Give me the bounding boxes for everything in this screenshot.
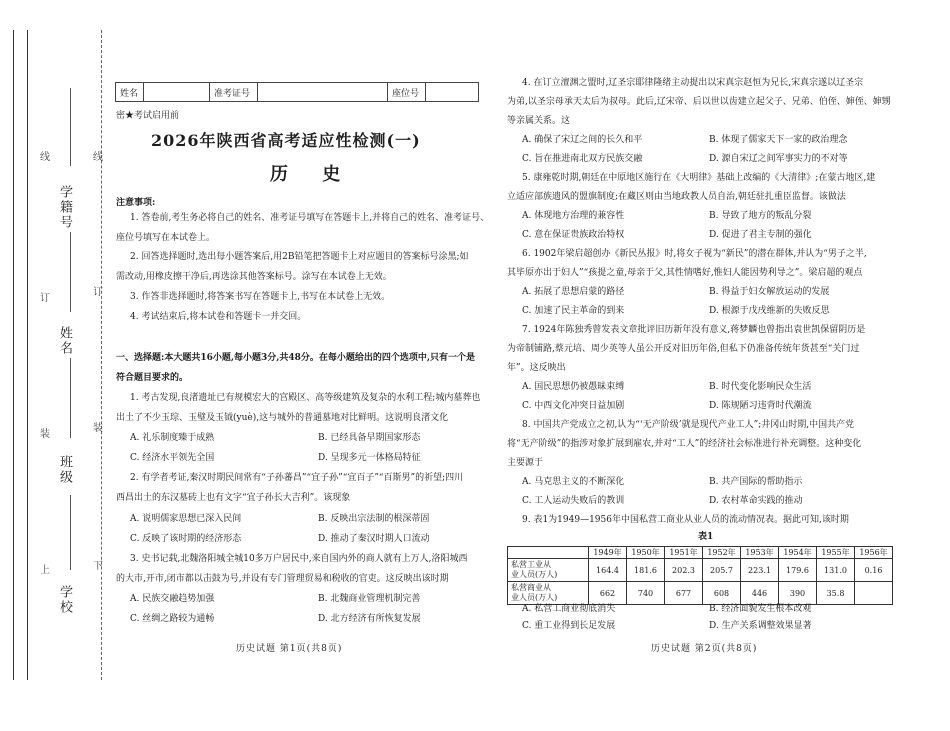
field-underline [70, 232, 71, 312]
question-8-stem: 将“无产阶级”的指涉对象扩展到雇农,并对“工人”的经济社会标准进行补充调整。这种变化 [507, 439, 862, 449]
option-b[interactable]: B. 共产国际的帮助指示 [709, 477, 803, 487]
option-a[interactable]: A. 私营工商业彻底消失 [522, 604, 616, 614]
seal-char: 上 [40, 565, 50, 576]
option-d[interactable]: D. 源自宋辽之间军事实力的不对等 [709, 154, 848, 164]
binding-line [13, 30, 14, 680]
row-label [508, 582, 589, 605]
option-d[interactable]: D. 生产关系调整效果显著 [709, 621, 812, 631]
question-3-stem: 3. 史书记载,北魏洛阳城全城10多万户居民中,来自国内外的商人就有上万人,洛阳城西 [130, 554, 468, 564]
notes-title: 注意事项: [116, 198, 156, 208]
option-d[interactable]: D. 陈规陋习违背时代潮流 [709, 401, 812, 411]
option-b[interactable]: B. 反映出宗法制的根深蒂固 [318, 514, 430, 524]
table-cell: 677 [665, 582, 703, 605]
option-d[interactable]: D. 农村革命实践的推动 [709, 496, 803, 506]
option-c[interactable]: C. 中西文化冲突日益加剧 [522, 401, 625, 411]
row-label-line: 私营商业从 [511, 583, 551, 592]
question-7-stem: 为帝制铺路,蔡元培、周少英等人虽公开反对旧历年俗,但私下仍准备传统年货甚至“关门过 [507, 344, 860, 354]
seal-char: 装 [40, 429, 50, 440]
ticket-label: 准考证号 [210, 83, 258, 101]
table-cell: 202.3 [665, 559, 703, 582]
option-c[interactable]: C. 工人运动失败后的教训 [522, 496, 625, 506]
year-header: 1956年 [855, 547, 893, 559]
note-line: 座位号填写在本试卷上。 [116, 233, 216, 243]
table-row [508, 582, 893, 605]
option-d[interactable]: D. 根源于戊戌维新的失败反思 [709, 306, 830, 316]
table-cell: 446 [741, 582, 779, 605]
table-title: 表1 [698, 532, 714, 542]
option-c[interactable]: C. 重工业得到长足发展 [522, 621, 616, 631]
option-b[interactable]: B. 时代变化影响民众生活 [709, 382, 812, 392]
row-label [508, 559, 589, 582]
option-a[interactable]: A. 民族交融趋势加强 [130, 594, 215, 604]
binding-line [27, 30, 28, 680]
seat-field[interactable] [426, 83, 478, 101]
table-cell: 35.8 [817, 582, 855, 605]
table-cell: 390 [779, 582, 817, 605]
question-3-stem: 的大市,开市,闭市都以击鼓为号,并设有专门管理贸易和税收的官吏。这反映出该时期 [116, 574, 449, 584]
year-header: 1954年 [779, 547, 817, 559]
seal-char: 订 [40, 293, 50, 304]
option-b[interactable]: B. 体现了儒家天下一家的政治理念 [709, 135, 848, 145]
name-label: 姓名 [116, 83, 144, 101]
option-b[interactable]: B. 北魏商业管理机制完善 [318, 594, 421, 604]
table-row [508, 559, 893, 582]
note-line: 1. 答卷前,考生务必将自己的姓名、准考证号填写在答题卡上,并将自己的姓名、准考证号、 [130, 213, 490, 223]
option-b[interactable]: B. 得益于妇女解放运动的发展 [709, 287, 830, 297]
question-8-stem: 主要源于 [507, 458, 544, 468]
option-a[interactable]: A. 马克思主义的不断深化 [522, 477, 625, 487]
table-corner-cell [508, 547, 589, 559]
table-cell: 205.7 [703, 559, 741, 582]
seal-char: 线 [40, 152, 50, 163]
field-name-label: 姓名 [57, 326, 72, 356]
question-5-stem: 立适应部族遗风的盟旗制度;在藏区则由当地政教人员自治,朝廷驻扎重臣监督。该做法 [507, 192, 846, 202]
seat-label: 座位号 [388, 83, 426, 101]
question-2-stem: 西昌出土的东汉墓砖上也有文字“宜子孙长大吉利”。该现象 [116, 493, 351, 503]
row-label-line: 私营工业从 [511, 560, 551, 569]
table-cell [855, 582, 893, 605]
option-a[interactable]: A. 体现地方治理的兼容性 [522, 211, 625, 221]
question-7-stem: 7. 1924年陈独秀曾发表文章批评旧历新年没有意义,蒋梦麟也曾指出袁世凯保留阴历是 [522, 325, 866, 335]
question-5-stem: 5. 康雍乾时期,朝廷在中原地区施行在《大明律》基础上改编的《大清律》;在蒙古地区,建 [522, 173, 876, 183]
question-2-stem: 2. 有学者考证,秦汉时期民间常有“子孙蕃昌”“宜子孙”“宜百子”“百斯男”的祈望;四川 [130, 473, 464, 483]
seal-char: 装 [93, 423, 103, 434]
option-a[interactable]: A. 拓展了思想启蒙的路径 [522, 287, 625, 297]
cut-line [101, 30, 102, 680]
question-8-stem: 8. 中国共产党成立之初,认为“‘无产阶级’就是现代产业工人”;井冈山时期,中国共产党 [522, 420, 855, 430]
option-b[interactable]: B. 已经具备早期国家形态 [318, 433, 421, 443]
note-line: 3. 作答非选择题时,将答案书写在答题卡上,书写在本试卷上无效。 [130, 292, 391, 302]
option-a[interactable]: A. 国民思想仍被愚昧束缚 [522, 382, 625, 392]
subject-title: 历 史 [270, 164, 355, 185]
year-header: 1951年 [665, 547, 703, 559]
page-footer: 历史试题 第1页(共8页) [236, 644, 343, 654]
question-4-stem: 为弟,以圣宗母承天太后为叔母。此后,辽宋帝、后以世以齿建立起父子、兄弟、伯侄、婶侄、婶甥 [507, 97, 891, 107]
question-6-stem: 6. 1902年梁启超创办《新民丛报》时,将女子视为“新民”的潜在群体,并认为“男子之半, [522, 249, 867, 259]
table-cell: 662 [589, 582, 627, 605]
question-4-stem: 4. 在订立澶渊之盟时,辽圣宗耶律隆绪主动提出以宋真宗赵恒为兄长,宋真宗遂以辽圣宗 [522, 78, 864, 88]
section-heading: 符合题目要求的。 [116, 373, 189, 383]
table-cell: 131.0 [817, 559, 855, 582]
confidential-mark: 密★考试启用前 [116, 111, 180, 121]
option-d[interactable]: D. 促进了君主专制的强化 [709, 230, 812, 240]
option-d[interactable]: D. 呈现多元一体格局特征 [318, 453, 421, 463]
option-c[interactable]: C. 反映了该时期的经济形态 [130, 534, 242, 544]
option-c[interactable]: C. 意在保证贵族政治特权 [522, 230, 625, 240]
page-footer: 历史试题 第2页(共8页) [651, 644, 758, 654]
candidate-info-box [115, 82, 479, 102]
section-heading: 一、选择题:本大题共16小题,每小题3分,共48分。在每小题给出的四个选项中,只有一个是 [116, 353, 476, 363]
question-7-stem: 年”。这反映出 [507, 363, 566, 373]
year-header: 1949年 [589, 547, 627, 559]
ticket-field[interactable] [258, 83, 388, 101]
question-4-stem: 等亲属关系。这 [507, 116, 571, 126]
seal-char: 下 [93, 561, 103, 572]
option-a[interactable]: A. 礼乐制度臻于成熟 [130, 433, 215, 443]
table-cell: 740 [627, 582, 665, 605]
note-line: 2. 回答选择题时,选出每小题答案后,用2B铅笔把答题卡上对应题目的答案标号涂黑;如 [130, 252, 469, 262]
option-c[interactable]: C. 经济水平领先全国 [130, 453, 215, 463]
option-a[interactable]: A. 确保了宋辽之间的长久和平 [522, 135, 643, 145]
field-underline [70, 88, 71, 166]
option-b[interactable]: B. 经济面貌发生根本改观 [709, 604, 812, 614]
field-student-id-label: 学籍号 [57, 185, 72, 230]
table-cell: 179.6 [779, 559, 817, 582]
name-field[interactable] [144, 83, 210, 101]
option-c[interactable]: C. 加速了民主革命的到来 [522, 306, 625, 316]
question-9-stem: 9. 表1为1949—1956年中国私营工商业从业人员的流动情况表。据此可知,该时期 [522, 515, 849, 525]
option-d[interactable]: D. 推动了秦汉时期人口流动 [318, 534, 430, 544]
data-table [507, 546, 893, 605]
table-cell: 0.16 [855, 559, 893, 582]
year-header: 1952年 [703, 547, 741, 559]
option-b[interactable]: B. 导致了地方的叛乱分裂 [709, 211, 812, 221]
option-c[interactable]: C. 旨在推进南北双方民族交融 [522, 154, 643, 164]
option-d[interactable]: D. 北方经济有所恢复发展 [318, 614, 421, 624]
row-label-line: 业人员(万人) [511, 570, 558, 579]
question-1-stem: 出土了不少玉琮、玉璧及玉钺(yuè),这与城外的普通墓地对比鲜明。这说明良渚文化 [116, 413, 449, 423]
seal-char: 订 [93, 287, 103, 298]
note-line: 需改动,用橡皮擦干净后,再选涂其他答案标号。涂写在本试卷上无效。 [116, 272, 392, 282]
field-underline [70, 358, 71, 438]
exam-title: 2026年陕西省高考适应性检测(一) [151, 131, 421, 150]
option-c[interactable]: C. 丝绸之路较为通畅 [130, 614, 215, 624]
year-header: 1955年 [817, 547, 855, 559]
table-header-row [508, 547, 893, 559]
field-underline [70, 495, 71, 570]
year-header: 1950年 [627, 547, 665, 559]
table-cell: 608 [703, 582, 741, 605]
table-cell: 223.1 [741, 559, 779, 582]
table-cell: 164.4 [589, 559, 627, 582]
year-header: 1953年 [741, 547, 779, 559]
field-class-label: 班级 [57, 455, 72, 485]
note-line: 4. 考试结束后,将本试卷和答题卡一并交回。 [130, 312, 307, 322]
question-1-stem: 1. 考古发现,良渚遗址已有规模宏大的宫殿区、高等级建筑及复杂的水利工程;城内墓葬也 [130, 393, 481, 403]
row-label-line: 业人员(万人) [511, 593, 558, 602]
option-a[interactable]: A. 说明儒家思想已深入民间 [130, 514, 242, 524]
question-6-stem: 其毕原亦出于妇人”“孩提之童,母亲于父,其性情嗜好,惟妇人能因势利导之”。梁启超的观点 [507, 268, 863, 278]
table-cell: 181.6 [627, 559, 665, 582]
seal-char: 线 [93, 152, 103, 163]
field-school-label: 学校 [57, 585, 72, 615]
